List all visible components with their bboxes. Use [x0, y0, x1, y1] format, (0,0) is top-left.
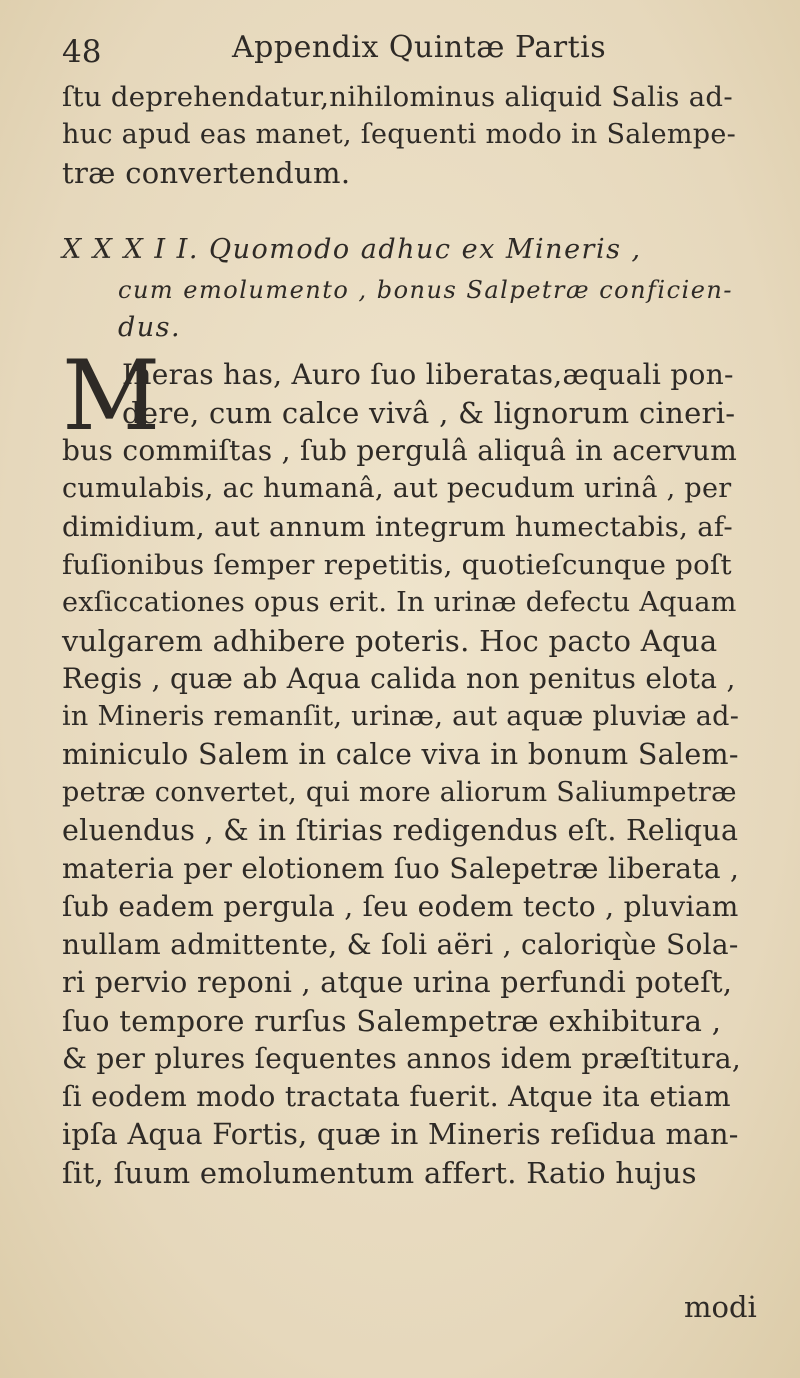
body-line: Regis , quæ ab Aqua calida non penitus elota ,	[62, 662, 736, 695]
body-line: & per plures ſequentes annos idem præſtitura,	[62, 1042, 742, 1075]
body-line: materia per elotionem ſuo Salepetræ liberata ,	[62, 852, 740, 885]
body-line: ſuo tempore rurſus Salempetræ exhibitura ,	[62, 1004, 722, 1038]
body-line: dere, cum calce vivâ , & lignorum cineri-	[122, 396, 736, 430]
body-line: eluendus , & in ſtirias redigendus eſt. Reliqua	[62, 814, 739, 847]
page-number: 48	[62, 34, 102, 70]
intro-line: huc apud eas manet, ſequenti modo in Salempe-	[62, 119, 737, 150]
section-heading: cum emolumento , bonus Salpetræ conficien-	[118, 276, 733, 304]
body-line: exſiccationes opus erit. In urinæ defectu Aquam	[62, 587, 737, 618]
running-head: Appendix Quintæ Partis	[232, 30, 607, 65]
body-line: cumulabis, ac humanâ, aut pecudum urinâ , per	[62, 473, 732, 504]
drop-cap: M	[62, 340, 161, 452]
intro-line: træ convertendum.	[62, 156, 351, 190]
section-heading: dus.	[118, 312, 182, 343]
body-line: ſi eodem modo tractata fuerit. Atque ita etiam	[62, 1080, 731, 1113]
body-line: ſub eadem pergula , ſeu eodem tecto , pluviam	[62, 890, 739, 923]
body-line: bus commiſtas , ſub pergulâ aliquâ in acervum	[62, 434, 738, 467]
intro-line: ſtu deprehendatur,nihilominus aliquid Salis ad-	[62, 81, 733, 113]
section-heading: X X X I I. Quomodo adhuc ex Mineris ,	[62, 234, 642, 265]
body-line: miniculo Salem in calce viva in bonum Salem-	[62, 738, 739, 771]
body-line: vulgarem adhibere poteris. Hoc pacto Aqua	[62, 624, 718, 658]
body-line: petræ convertet, qui more aliorum Saliumpetræ	[62, 777, 737, 808]
catchword: modi	[684, 1290, 757, 1324]
body-line: fuſionibus ſemper repetitis, quotieſcunque poſt	[62, 549, 732, 581]
body-line: in Mineris remanſit, urinæ, aut aquæ pluviæ ad-	[62, 701, 740, 732]
body-line: ipſa Aqua Fortis, quæ in Mineris reſidua man-	[62, 1118, 739, 1151]
body-line: ſit, ſuum emolumentum affert. Ratio hujus	[62, 1156, 697, 1190]
body-line: nullam admittente, & ſoli aëri , caloriqùe Sola-	[62, 928, 739, 961]
body-line: dimidium, aut annum integrum humectabis, af-	[62, 511, 733, 543]
body-line: ri pervio reponi , atque urina perfundi poteſt,	[62, 966, 733, 999]
page-header	[62, 30, 742, 74]
body-line: Ineras has, Auro ſuo liberatas,æquali pon-	[122, 358, 734, 391]
